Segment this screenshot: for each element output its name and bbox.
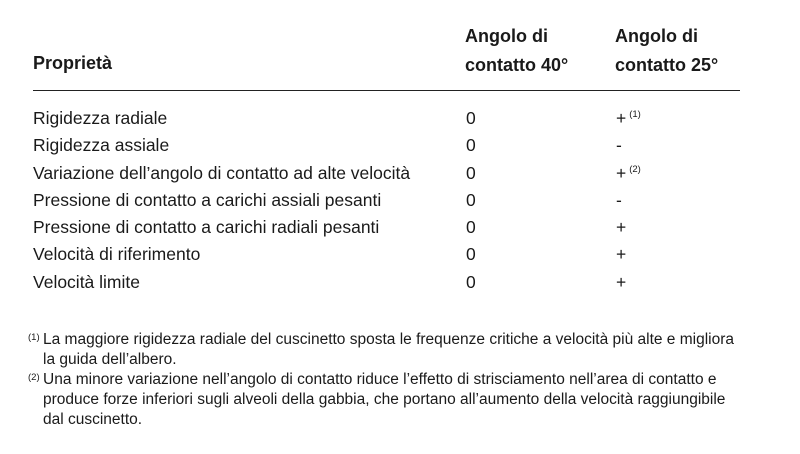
cell-angle-40: 0	[466, 108, 476, 128]
header-40-line2: contatto 40°	[465, 55, 569, 75]
footnote-mark: (1)	[28, 332, 40, 343]
header-40-line1: Angolo di	[465, 26, 548, 46]
cell-angle-25	[616, 214, 629, 244]
footnotes	[28, 330, 748, 430]
table-row	[33, 187, 740, 214]
header-contact-angle-25	[615, 22, 755, 80]
table-row	[33, 132, 740, 159]
header-property: Proprietà	[33, 53, 113, 73]
header-25-line2: contatto 25°	[615, 55, 719, 75]
comparison-table	[33, 20, 740, 296]
cell-angle-40: 0	[466, 244, 476, 265]
cell-angle-25	[616, 132, 625, 162]
cell-angle-25-value: +	[616, 271, 627, 292]
cell-property: Pressione di contatto a carichi radiali pesanti	[33, 217, 380, 238]
cell-property: Variazione dell’angolo di contatto ad alte velocità	[33, 162, 411, 183]
table-row	[33, 105, 740, 132]
cell-angle-25	[616, 241, 629, 271]
cell-angle-25-value: +	[616, 244, 627, 265]
footnote-ref: (1)	[629, 109, 641, 120]
footnote-2	[28, 370, 748, 430]
footnote-mark: (2)	[28, 372, 40, 383]
cell-angle-25-value: -	[616, 189, 622, 210]
cell-angle-25	[616, 269, 629, 299]
table-row	[33, 269, 740, 296]
table-row	[33, 214, 740, 241]
cell-property: Velocità di riferimento	[33, 244, 201, 265]
footnote-ref: (2)	[629, 163, 641, 175]
header-contact-angle-40	[465, 22, 605, 80]
footnote-text: La maggiore rigidezza radiale del cuscinetto sposta le frequenze critiche a velocità più alte e migliora la guida dell’albero.	[43, 331, 734, 368]
footnote-1	[28, 330, 748, 370]
cell-angle-40: 0	[466, 271, 476, 292]
table-row	[33, 160, 740, 187]
table-header	[33, 20, 740, 91]
footnote-text: Una minore variazione nell’angolo di contatto riduce l’effetto di strisciamento nell’area di contatto e produce forze inferiori sugli alveoli della gabbia, che portano all’aumento della velocità raggiungibile dal cuscinetto.	[43, 371, 726, 428]
cell-angle-25	[616, 105, 641, 135]
cell-angle-25-value: +	[616, 217, 627, 238]
cell-property: Rigidezza assiale	[33, 135, 170, 156]
cell-angle-40: 0	[466, 135, 476, 156]
header-25-line1: Angolo di	[615, 26, 698, 46]
cell-angle-25-value: +	[616, 162, 627, 183]
cell-property: Pressione di contatto a carichi assiali pesanti	[33, 189, 382, 210]
cell-angle-25-value: -	[616, 135, 622, 156]
cell-angle-25	[616, 187, 625, 217]
table-body	[33, 105, 740, 296]
cell-angle-25	[616, 160, 641, 190]
cell-angle-25-value: +	[616, 108, 627, 128]
cell-angle-40: 0	[466, 189, 476, 210]
cell-property: Rigidezza radiale	[33, 108, 168, 128]
cell-angle-40: 0	[466, 217, 476, 238]
cell-angle-40: 0	[466, 162, 476, 183]
cell-property: Velocità limite	[33, 271, 140, 292]
table-row	[33, 241, 740, 268]
